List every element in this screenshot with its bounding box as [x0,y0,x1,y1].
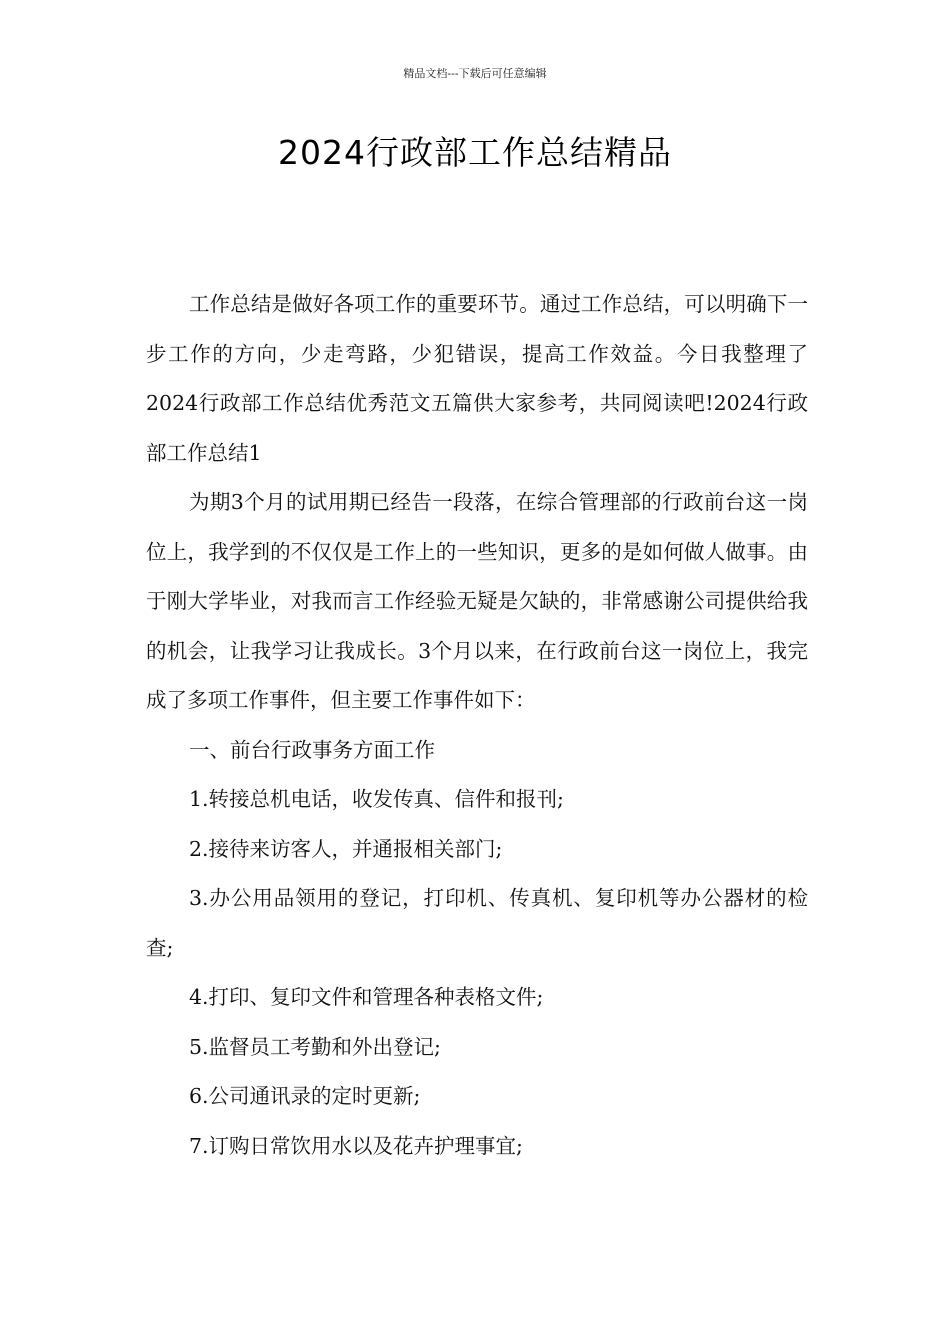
list-item: 7.订购日常饮用水以及花卉护理事宜; [189,1133,523,1158]
list-item: 5.监督员工考勤和外出登记; [189,1034,441,1059]
list-item: 2.接待来访客人，并通报相关部门; [189,836,503,861]
probation-paragraph: 为期3个月的试用期已经告一段落，在综合管理部的行政前台这一岗位上，我学到的不仅仅是工作上的一些知识，更多的是如何做人做事。由于刚大学毕业，对我而言工作经验无疑是欠缺的，非常感谢公司提供给我的机会，让我学习让我成长。3个月以来，在行政前台这一岗位上，我完成了多项工作事件，但主要工作事件如下： [146,490,808,712]
document-title: 2024行政部工作总结精品 [278,133,672,172]
list-item: 1.转接总机电话，收发传真、信件和报刊; [189,787,564,811]
document-body [146,280,808,1171]
intro-paragraph: 工作总结是做好各项工作的重要环节。通过工作总结，可以明确下一步工作的方向，少走弯路，少犯错误，提高工作效益。今日我整理了2024行政部工作总结优秀范文五篇供大家参考，共同阅读吧!2024行政部工作总结1 [146,292,808,465]
header-note: 精品文档---下载后可任意编辑 [403,67,547,80]
list-item: 3.办公用品领用的登记，打印机、传真机、复印机等办公器材的检查; [146,886,808,960]
list-item: 6.公司通讯录的定时更新; [189,1084,421,1108]
list-item: 4.打印、复印文件和管理各种表格文件; [189,985,544,1009]
section-heading: 一、前台行政事务方面工作 [189,737,435,762]
